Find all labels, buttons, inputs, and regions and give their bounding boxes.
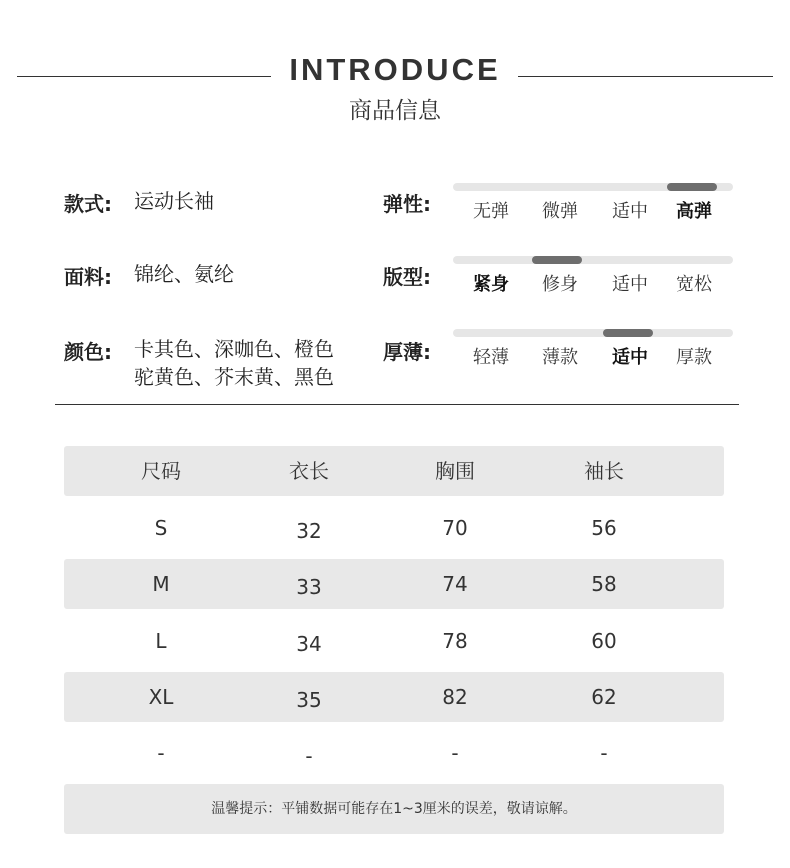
header-cell-length: 衣长 — [289, 459, 329, 483]
thickness-indicator — [603, 329, 653, 337]
color-label: 颜色: — [64, 340, 112, 364]
elasticity-label: 弹性: — [383, 192, 431, 216]
page-subtitle: 商品信息 — [349, 98, 441, 124]
section-divider — [55, 404, 739, 405]
table-cell: - — [305, 744, 313, 768]
elasticity-option: 微弹 — [542, 201, 578, 222]
table-cell: 62 — [591, 685, 617, 709]
table-row — [64, 616, 724, 666]
thickness-option-selected: 适中 — [612, 347, 648, 368]
table-cell: L — [155, 629, 167, 653]
fit-option: 宽松 — [676, 274, 712, 295]
fit-option-selected: 紧身 — [473, 274, 509, 295]
table-cell: - — [451, 741, 459, 765]
table-cell: 74 — [442, 572, 468, 596]
table-cell: M — [152, 572, 170, 596]
elasticity-option: 适中 — [612, 201, 648, 222]
color-value-line2: 驼黄色、芥末黄、黑色 — [134, 365, 334, 389]
fabric-label: 面料: — [64, 265, 112, 289]
table-cell: 60 — [591, 629, 617, 653]
table-cell: XL — [148, 685, 174, 709]
fit-track — [453, 256, 733, 264]
table-cell: 70 — [442, 516, 468, 540]
thickness-option: 薄款 — [542, 347, 578, 368]
table-cell: 82 — [442, 685, 468, 709]
style-label: 款式: — [64, 192, 112, 216]
table-cell: - — [157, 741, 165, 765]
header-cell-chest: 胸围 — [435, 459, 475, 483]
table-cell: 35 — [296, 688, 322, 712]
table-cell: 33 — [296, 575, 322, 599]
elasticity-indicator — [667, 183, 717, 191]
header-cell-size: 尺码 — [141, 459, 181, 483]
table-cell: 78 — [442, 629, 468, 653]
table-cell: 56 — [591, 516, 617, 540]
size-table-header — [64, 446, 724, 496]
header-cell-sleeve: 袖长 — [584, 459, 624, 483]
table-row — [64, 503, 724, 553]
thickness-label: 厚薄: — [383, 340, 431, 364]
table-cell: S — [154, 516, 168, 540]
table-row — [64, 728, 724, 778]
elasticity-option: 无弹 — [473, 201, 509, 222]
table-cell: 32 — [296, 519, 322, 543]
fit-option: 修身 — [542, 274, 578, 295]
fabric-value: 锦纶、氨纶 — [134, 262, 234, 286]
thickness-option: 轻薄 — [473, 347, 509, 368]
table-row — [64, 559, 724, 609]
thickness-track — [453, 329, 733, 337]
table-cell: 34 — [296, 632, 322, 656]
fit-label: 版型: — [383, 265, 431, 289]
page-title: INTRODUCE — [289, 52, 501, 87]
table-row — [64, 672, 724, 722]
table-cell: 58 — [591, 572, 617, 596]
thickness-option: 厚款 — [676, 347, 712, 368]
color-value-line1: 卡其色、深咖色、橙色 — [134, 337, 334, 361]
table-cell: - — [600, 741, 608, 765]
measurement-note: 温馨提示：平铺数据可能存在1~3厘米的误差，敬请谅解。 — [64, 784, 724, 834]
style-value: 运动长袖 — [134, 189, 214, 213]
elasticity-option-selected: 高弹 — [676, 201, 712, 222]
fit-indicator — [532, 256, 582, 264]
fit-option: 适中 — [612, 274, 648, 295]
